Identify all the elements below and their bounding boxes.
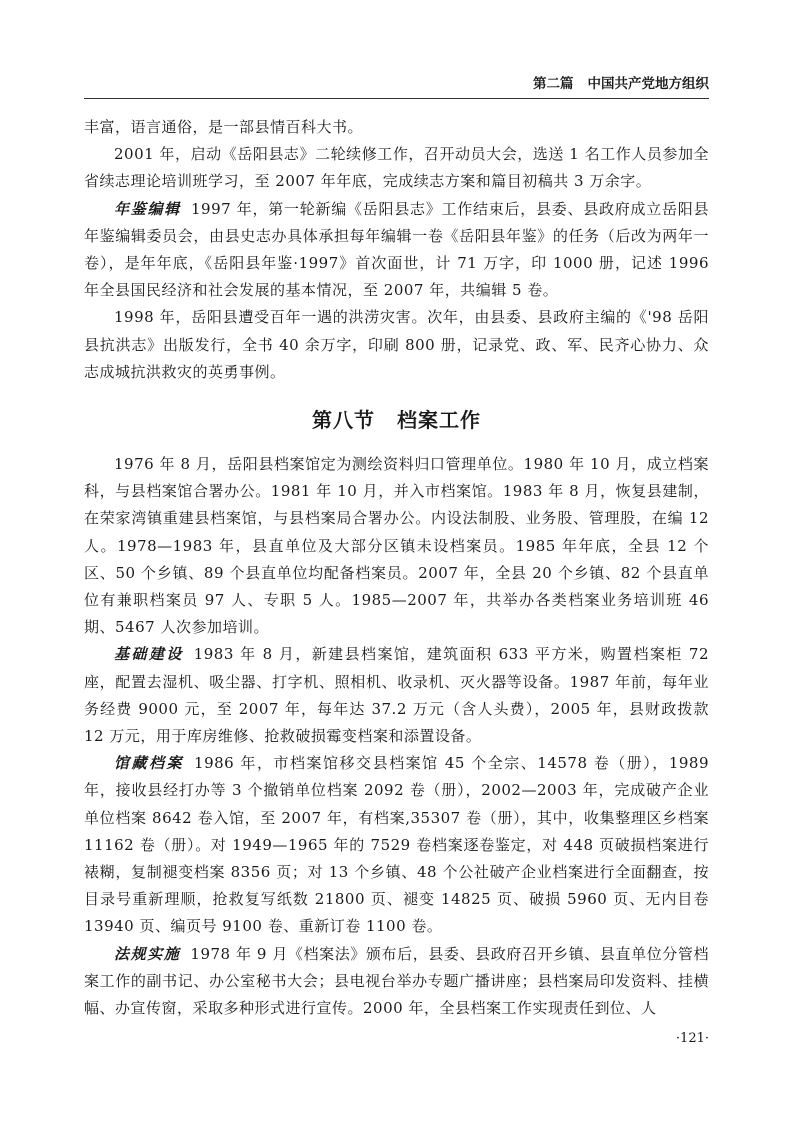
- paragraph: [84, 750, 709, 940]
- paragraph-text: 1976 年 8 月，岳阳县档案馆定为测绘资料归口管理单位。1980 年 10 月，成立档案科，与县档案馆合署办公。1981 年 10 月，并入市档案馆。1983 年 8 月，恢复县建制，在荣家湾镇重建县档案馆，与县档案局合署办公。内设法制股、业务股、管理股，在编 12 人。1978—1983 年，县直单位及大部分区镇未设档案员。1985 年年底，全县 12 个区、50 个乡镇、89 个县直单位均配备档案员。2007 年，全县 20 个乡镇、82 个县直单位有兼职档案员 97 人、专职 5 人。1985—2007 年，共举办各类档案业务培训班 46 期、5467 人次参加培训。: [84, 455, 709, 637]
- paragraph: [84, 114, 709, 141]
- paragraph-text: 2001 年，启动《岳阳县志》二轮续修工作，召开动员大会，选送 1 名工作人员参加全省续志理论培训班学习，至 2007 年年底，完成续志方案和篇目初稿共 3 万余字。: [84, 145, 709, 191]
- paragraph: [84, 304, 709, 386]
- paragraph-keyword: 年鉴编辑: [114, 199, 182, 218]
- page-body: [84, 114, 709, 1022]
- paragraph-text: 1978 年 9 月《档案法》颁布后，县委、县政府召开乡镇、县直单位分管档案工作的副书记、办公室秘书大会；县电视台举办专题广播讲座；县档案局印发资料、挂横幅、办宣传窗，采取多种形式进行宣传。2000 年，全县档案工作实现责任到位、人: [84, 944, 709, 1018]
- paragraph-text: 1986 年，市档案馆移交县档案馆 45 个全宗、14578 卷（册），1989 年，接收县经打办等 3 个撤销单位档案 2092 卷（册），2002—2003 年，完成破产企业单位档案 8642 卷入馆，至 2007 年，有档案,35307 卷（册），其中，收集整理区乡档案 11162 卷（册）。对 1949—1965 年的 7529 卷档案逐卷鉴定，对 448 页破损档案进行裱糊，复制褪变档案 8356 页；对 13 个乡镇、48 个公社破产企业档案进行全面翻查，按目录号重新理顺，抢救复写纸数 21800 页、褪变 14825 页、破损 5960 页、无内目卷 13940 页、编页号 9100 卷、重新订卷 1100 卷。: [84, 754, 709, 936]
- paragraph-text: 1983 年 8 月，新建县档案馆，建筑面积 633 平方米，购置档案柜 72 座，配置去湿机、吸尘器、打字机、照相机、收录机、灭火器等设备。1987 年前，每年业务经费 9000 元，至 2007 年，每年达 37.2 万元（含人头费），2005 年，县财政拨款 12 万元，用于库房维修、抢救破损霉变档案和添置设备。: [84, 645, 709, 746]
- paragraph: [84, 141, 709, 195]
- header-title: 中国共产党地方组织: [587, 76, 709, 92]
- paragraph: [84, 641, 709, 750]
- running-header: [84, 72, 709, 99]
- paragraph-keyword: 馆藏档案: [114, 754, 185, 773]
- paragraph: [84, 451, 709, 641]
- paragraph-text: 1997 年，第一轮新编《岳阳县志》工作结束后，县委、县政府成立岳阳县年鉴编辑委员会，由县史志办具体承担每年编辑一卷《岳阳县年鉴》的任务（后改为两年一卷），是年年底，《岳阳县年鉴·1997》首次面世，计 71 万字，印 1000 册，记述 1996 年全县国民经济和社会发展的基本情况，至 2007 年，共编辑 5 卷。: [84, 199, 709, 300]
- paragraph-keyword: 基础建设: [114, 645, 184, 664]
- page-number: ·121·: [675, 1031, 709, 1046]
- section-heading: [84, 404, 709, 433]
- paragraph-text: 1998 年，岳阳县遭受百年一遇的洪涝灾害。次年，由县委、县政府主编的《'98 岳阳县抗洪志》出版发行，全书 40 余万字，印刷 800 册，记录党、政、军、民齐心协力、众志成城抗洪救灾的英勇事例。: [84, 308, 709, 381]
- paragraph-text: 丰富，语言通俗，是一部县情百科大书。: [84, 118, 364, 136]
- section-number: 第八节: [312, 408, 375, 433]
- paragraph: [84, 941, 709, 1023]
- paragraph-keyword: 法规实施: [114, 944, 181, 963]
- paragraph: [84, 196, 709, 305]
- header-part: 第二篇: [533, 76, 574, 92]
- section-title: 档案工作: [397, 408, 481, 433]
